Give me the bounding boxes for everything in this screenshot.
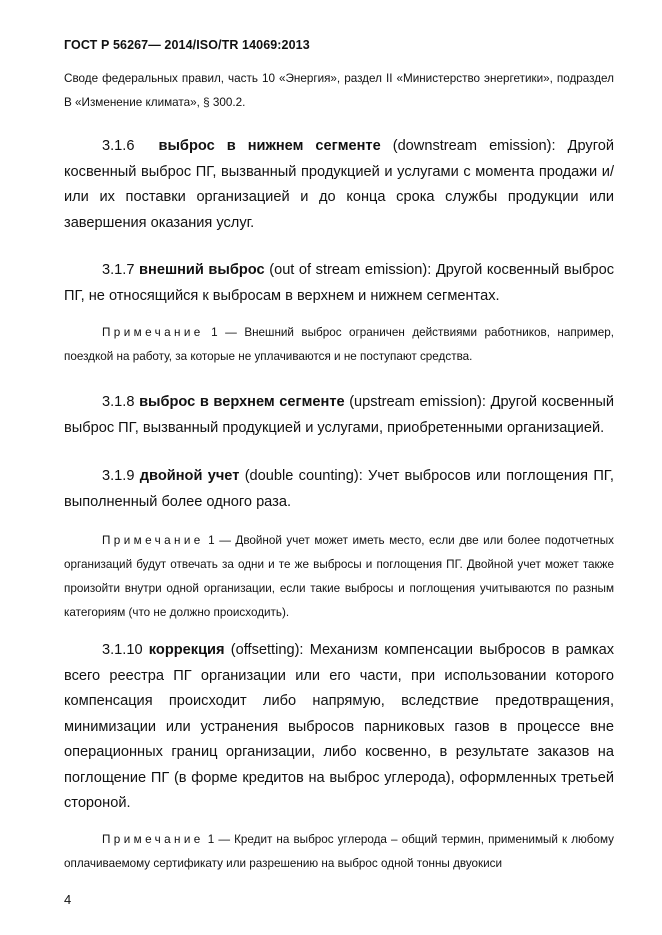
note-3-1-10 [64, 828, 614, 876]
definition-term: двойной учет [139, 468, 240, 484]
note-number: 1 [208, 534, 215, 547]
document-header: ГОСТ Р 56267— 2014/ISO/TR 14069:2013 [64, 38, 310, 52]
note-number: 1 [207, 833, 215, 846]
intro-paragraph [64, 67, 614, 115]
intro-text: Своде федеральных правил, часть 10 «Энергия», раздел II «Министерство энергетики», подраздел В «Изменение климата», § 300.2. [64, 72, 614, 109]
definition-text: (downstream emission): Другой косвенный выброс ПГ, вызванный продукцией и услугами с момента продажи и/или их поставки организацией и до конца срока службы продукции или завершения оказания услуг. [64, 138, 614, 231]
definition-term: коррекция [148, 642, 225, 658]
definition-3-1-6 [64, 134, 614, 236]
definition-3-1-7 [64, 258, 614, 309]
note-text: Внешний выброс ограничен действиями работников, например, поездкой на работу, за которые не уплачиваются и не поступают средства. [64, 326, 615, 363]
definition-3-1-9 [64, 464, 614, 515]
definition-text: (offsetting): Механизм компенсации выбросов в рамках всего реестра ПГ организации или его части, при использовании которого компенсация происходит либо напрямую, вследствие предотвращения, минимизации или устранения выбросов парниковых газов в процессе вне операционных границ организации, либо косвенно, в результате заказов на поглощение ПГ (в форме кредитов на выброс углерода), оформленных третьей стороной. [64, 642, 614, 811]
definition-3-1-8 [64, 390, 614, 441]
note-dash: — [219, 534, 231, 547]
definition-number: 3.1.6 [102, 138, 135, 154]
note-label: Примечание [102, 833, 204, 846]
note-dash: — [218, 833, 231, 846]
definition-number: 3.1.10 [102, 642, 143, 658]
note-text: Двойной учет может иметь место, если две или более подотчетных организаций будут отвечать за одни и те же выбросы и поглощения ПГ. Двойной учет может также произойти внутри одной организации, если такие выбросы и поглощения учитываются по разным категориям (что не должно происходить). [64, 534, 615, 619]
definition-3-1-10 [64, 638, 614, 817]
definition-text: (out of stream emission): Другой косвенный выброс ПГ, не относящийся к выбросам в верхнем и нижнем сегментах. [64, 262, 614, 304]
page-number: 4 [64, 892, 72, 907]
definition-text: (upstream emission): Другой косвенный выброс ПГ, вызванный продукцией и услугами, приобретенными организацией. [64, 394, 614, 436]
note-number: 1 [211, 326, 218, 339]
note-label: Примечание [102, 534, 204, 547]
note-label: Примечание [102, 326, 204, 339]
note-3-1-9 [64, 529, 614, 625]
definition-number: 3.1.8 [102, 394, 135, 410]
definition-term: выброс в нижнем сегменте [158, 138, 381, 154]
note-text: Кредит на выброс углерода – общий термин, применимый к любому оплачиваемому сертификату или разрешению на выброс одной тонны двуокиси [64, 833, 614, 870]
definition-text: (double counting): Учет выбросов или поглощения ПГ, выполненный более одного раза. [64, 468, 614, 510]
definition-number: 3.1.7 [102, 262, 135, 278]
note-dash: — [225, 326, 237, 339]
definition-number: 3.1.9 [102, 468, 135, 484]
definition-term: внешний выброс [139, 262, 265, 278]
note-3-1-7 [64, 321, 614, 369]
definition-term: выброс в верхнем сегменте [139, 394, 345, 410]
